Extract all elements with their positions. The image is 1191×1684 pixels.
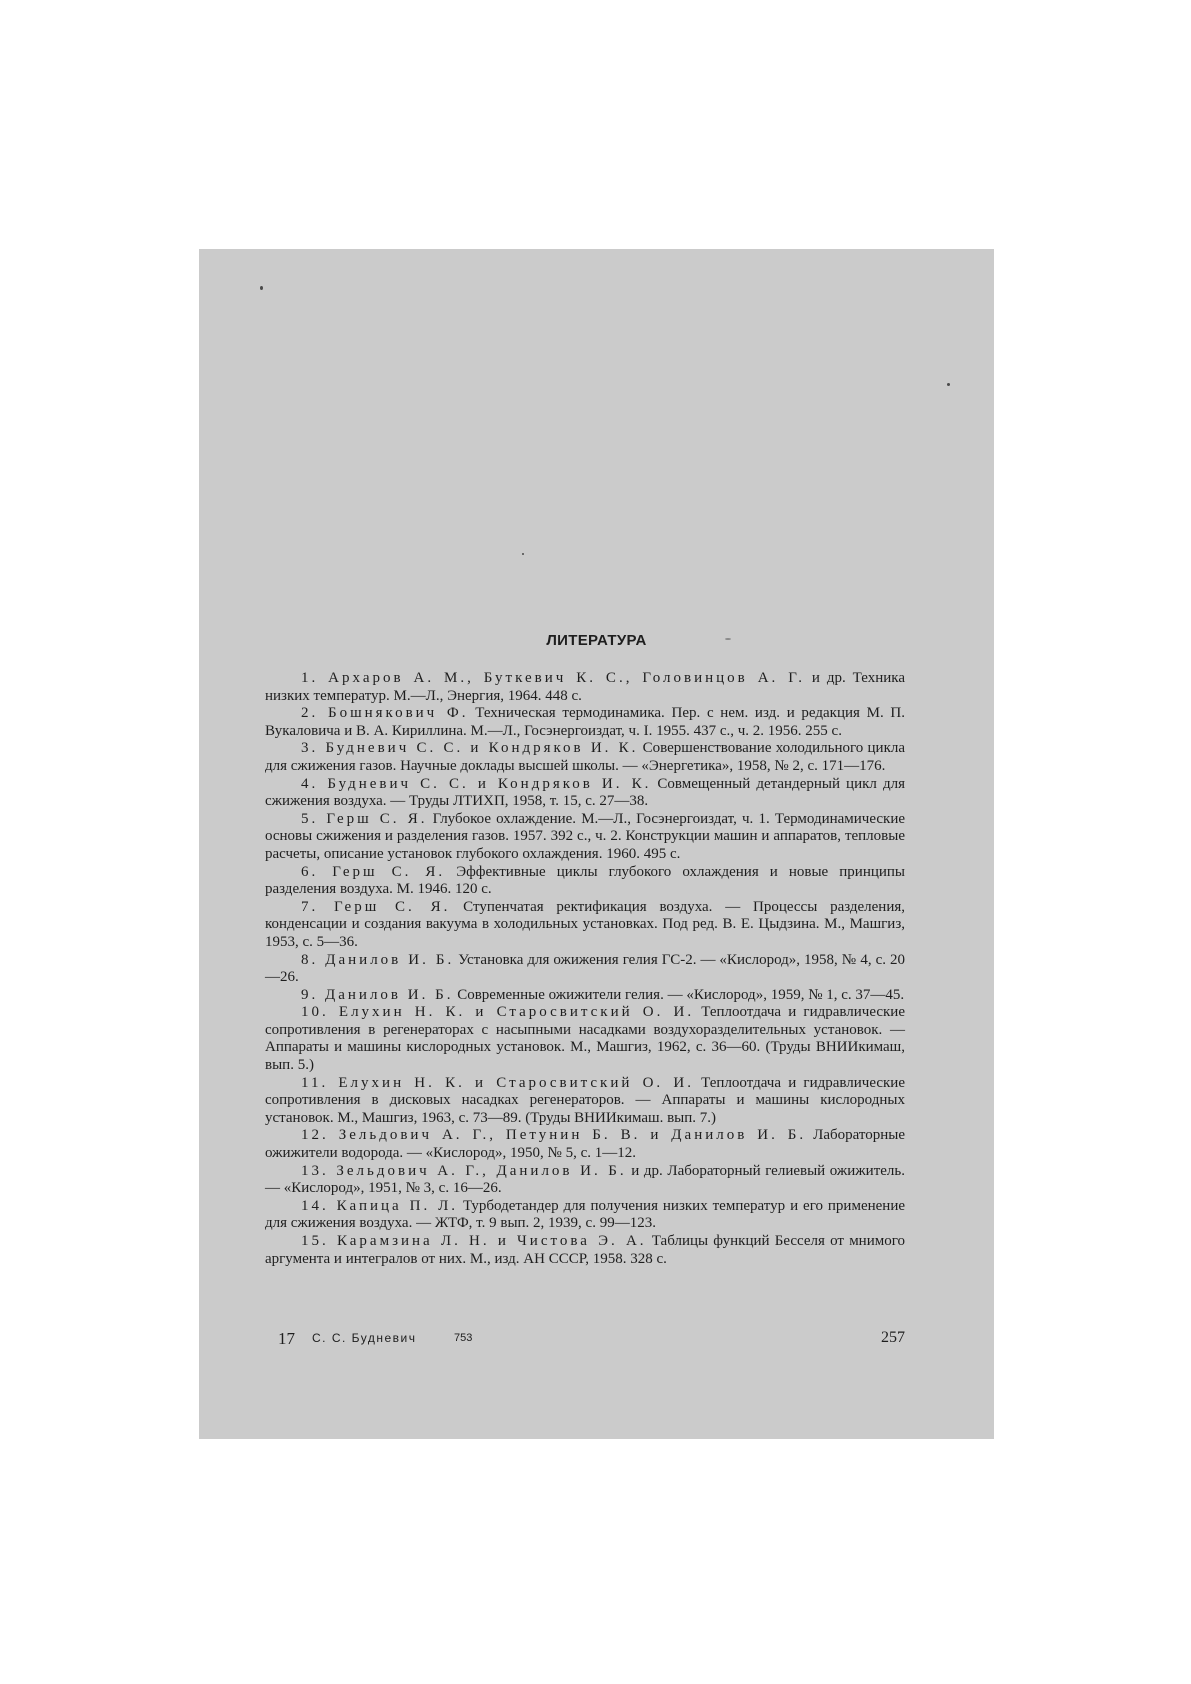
reference-text: Ступенчатая ректификация воздуха. — Процессы разделения, конденсации и создания вакуума в холодильных установках. Под ред. В. Е. Цыдзина. М., Машгиз, 1953, с. 5—36. (265, 898, 906, 950)
reference-author: 15. Карамзина Л. Н. и Чистова Э. А. (301, 1233, 647, 1249)
reference-text: Лабораторные ожижители водорода. — «Кислород», 1950, № 5, с. 1—12. (265, 1127, 906, 1162)
reference-author: 11. Елухин Н. К. и Старосвитский О. И. (301, 1074, 694, 1091)
reference-item (265, 705, 905, 740)
reference-author: 8. Данилов И. Б. (301, 951, 455, 968)
reference-author: 10. Елухин Н. К. и Старосвитский О. И. (301, 1004, 695, 1021)
reference-item (265, 1233, 905, 1268)
footer-author: С. С. Будневич (312, 1331, 417, 1345)
reference-author: 13. Зельдович А. Г., Данилов И. Б. (301, 1162, 627, 1179)
page-title: ЛИТЕРАТУРА (546, 632, 647, 649)
reference-text: Современные ожижители гелия. — «Кислород», 1959, № 1, с. 37—45. (457, 986, 905, 1003)
reference-text: Эффективные циклы глубокого охлаждения и новые принципы разделения воздуха. М. 1946. 120 с. (265, 863, 906, 898)
reference-item (265, 987, 905, 1005)
reference-item (265, 864, 905, 899)
reference-item (265, 1198, 905, 1233)
reference-author: 1. Архаров А. М., Буткевич К. С., Головинцов А. Г. (301, 670, 805, 686)
reference-author: 12. Зельдович А. Г., Петунин Б. В. и Данилов И. Б. (301, 1127, 807, 1144)
reference-item (265, 670, 905, 705)
reference-item (265, 952, 905, 987)
reference-text: Установка для ожижения гелия ГС-2. — «Кислород», 1958, № 4, с. 20—26. (265, 951, 905, 986)
reference-author: 7. Герш С. Я. (301, 898, 451, 915)
reference-text: Турбодетандер для получения низких температур и его применение для сжижения воздуха. — ЖТФ, т. 9 вып. 2, 1939, с. 99—123. (265, 1197, 906, 1232)
reference-item (265, 1163, 905, 1198)
reference-author: 14. Капица П. Л. (301, 1197, 459, 1214)
reference-author: 5. Герш С. Я. (301, 810, 428, 827)
reference-text: Теплоотдача и гидравлические сопротивления в регенераторах с насыпными насадками воздухоразделительных установок. — Аппараты и машины кислородных установок. М., Машгиз, 1962, с. 36—60. (Труды ВНИИкимаш, вып. 5.) (265, 1004, 905, 1074)
reference-item (265, 811, 905, 864)
signature-mark: 17 (278, 1329, 295, 1348)
reference-text: Теплоотдача и гидравлические сопротивления в дисковых насадках регенераторов. — Аппараты и машины кислородных установок. М., Машгиз, 1963, с. 73—89. (Труды ВНИИкимаш. вып. 7.) (265, 1074, 905, 1126)
reference-item (265, 899, 905, 952)
dust-speck (947, 383, 950, 386)
reference-item (265, 1075, 905, 1128)
reference-author: 4. Будневич С. С. и Кондряков И. К. (301, 775, 652, 792)
reference-author: 2. Бошнякович Ф. (301, 705, 469, 722)
reference-list (265, 670, 905, 1268)
reference-item (265, 776, 905, 811)
reference-text: и др. Техника низких температур. М.—Л., Энергия, 1964. 448 с. (265, 670, 905, 704)
reference-item (265, 1004, 905, 1074)
reference-text: Техническая термодинамика. Пер. с нем. изд. и редакция М. П. Вукаловича и В. А. Кириллина. М.—Л., Госэнергоиздат, ч. I. 1955. 437 с., ч. 2. 1956. 255 с. (265, 705, 906, 739)
reference-text: и др. Лабораторный гелиевый ожижитель. — «Кислород», 1951, № 3, с. 16—26. (265, 1162, 905, 1197)
reference-text: Глубокое охлаждение. М.—Л., Госэнергоиздат, ч. 1. Термодинамические основы сжижения и разделения газов. 1957. 392 с., ч. 2. Конструкции машин и аппаратов, тепловые расчеты, описание установок глубокого охлаждения. 1960. 495 с. (265, 810, 906, 862)
reference-text: Совмещенный детандерный цикл для сжижения воздуха. — Труды ЛТИХП, 1958, т. 15, с. 27—38. (265, 775, 905, 810)
reference-item (265, 740, 905, 775)
reference-text: Совершенствование холодильного цикла для сжижения газов. Научные доклады высшей школы. — «Энергетика», 1958, № 2, с. 171—176. (265, 740, 905, 774)
dust-speck (522, 553, 524, 555)
page-number: 257 (881, 1329, 905, 1346)
print-order-number: 753 (454, 1332, 473, 1344)
reference-author: 6. Герш С. Я. (301, 863, 446, 880)
reference-author: 3. Будневич С. С. и Кондряков И. К. (301, 740, 639, 757)
scanned-page (199, 249, 994, 1439)
reference-item (265, 1127, 905, 1162)
reference-author: 9. Данилов И. Б. (301, 986, 454, 1003)
dust-speck (260, 286, 263, 290)
reference-text: Таблицы функций Бесселя от мнимого аргумента и интегралов от них. М., изд. АН СССР, 1958. 328 с. (265, 1233, 906, 1267)
